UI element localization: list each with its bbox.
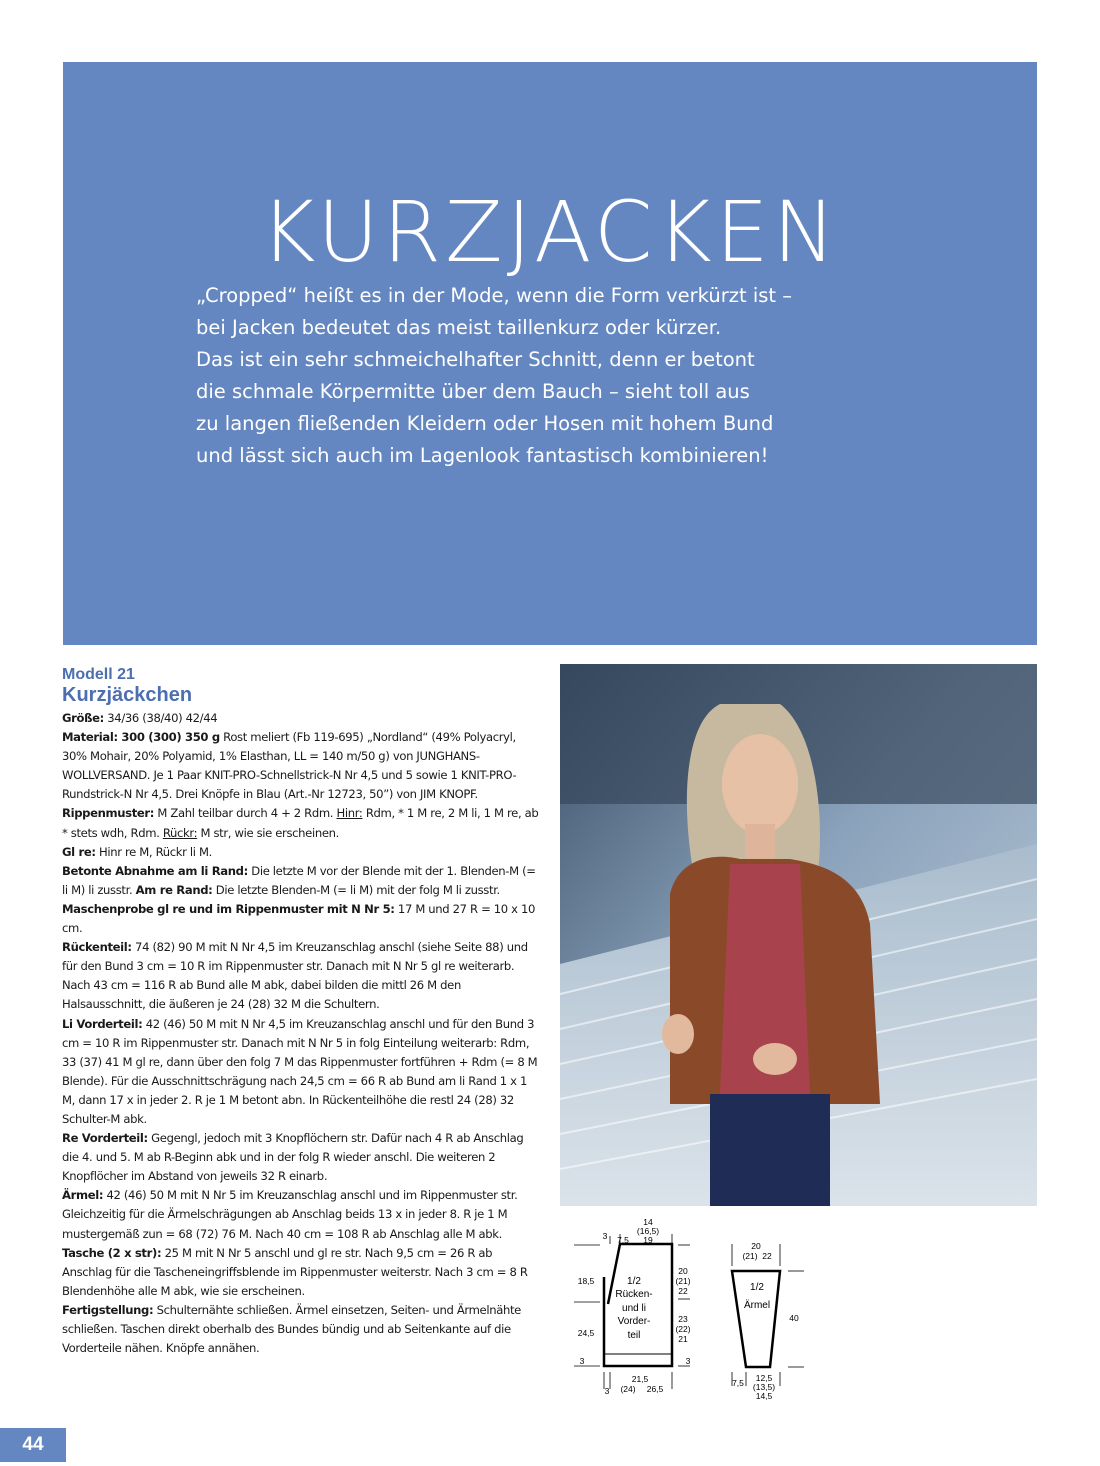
intro-line: zu langen fließenden Kleidern oder Hosen mit hohem Bund [196,412,774,435]
right-side-row-label: Hinr: [336,806,363,821]
material-paragraph [62,728,540,804]
hero-banner [63,62,1037,645]
rib-pattern-text: Rdm, * 1 M re, 2 M li, 1 M re, ab * stets wdh, Rdm. [62,806,539,840]
decrease-text: Die letzte Blenden-M (= li M) mit der folg M li zusstr. [212,882,500,897]
top-width: (16,5) [636,1226,660,1236]
finishing-label: Fertigstellung: [62,1302,154,1317]
page-number-box [0,1428,66,1462]
decrease-text: Die letzte M vor der Blende mit der 1. Blenden-M (= li M) li zusstr. [62,863,536,897]
sleeve-cuff-width: 12,5 [755,1373,773,1383]
right-front-text: Gegengl, jedoch mit 3 Knopflöchern str. Dafür nach 4 R ab Anschlag die 4. und 5. M ab R-Beginn abk und in der folg R wieder anschl. Die weiteren 2 Knopflöcher im Abstand von jeweils 32 R einarb. [62,1131,524,1184]
sleeve-cuff-width: 14,5 [755,1391,773,1401]
intro-line: die schmale Körpermitte über dem Bauch – sieht toll aus [196,380,750,403]
finishing-paragraph [62,1301,540,1358]
upper-height: 18,5 [577,1276,595,1286]
model-photo [560,664,1037,1206]
side-height: 23 [678,1314,688,1324]
pocket-label: Tasche (2 x str): [62,1245,162,1260]
sleeve-top-width: (21) [742,1251,758,1261]
back-paragraph [62,938,540,1014]
body-label-line: teil [627,1330,641,1341]
sleeve-label: Ärmel: [62,1188,104,1203]
size-text: 34/36 (38/40) 42/44 [103,711,218,725]
page-title: KURZJACKEN [260,183,840,281]
shoulder-small: 3 [602,1231,608,1241]
sleeve-top-width: 22 [762,1251,772,1261]
sleeve-text: 42 (46) 50 M mit N Nr 5 im Kreuzanschlag anschl und im Rippenmuster str. Gleichzeitig für die Ärmelschrägungen ab Anschlag beids 13 x in jeder 8. R je 1 M mustergemäß zun = 68 (72) 76 M. Nach 40 cm = 108 R ab Anschlag alle M abk. [62,1188,518,1241]
intro-line: „Cropped“ heißt es in der Mode, wenn die Form verkürzt ist – [196,284,792,307]
band-width: 3 [604,1386,610,1396]
gauge-label: Maschenprobe gl re und im Rippenmuster mit N Nr 5: [62,901,395,916]
gauge-text: 17 M und 27 R = 10 x 10 cm. [62,901,536,936]
sleeve-top-width: 20 [751,1241,761,1251]
decrease-label-right: Am re Rand: [135,882,213,897]
bottom-width: (24) [620,1384,636,1394]
wrong-side-row-label: Rückr: [162,825,198,840]
pocket-text: 25 M mit N Nr 5 anschl und gl re str. Nach 9,5 cm = 26 R ab Anschlag für die Tascheneingriffsblende im Rippenmuster weiterstr. Nach 3 cm = 8 R Blendenhöhe alle M abk, wie sie erscheinen. [62,1245,528,1298]
stockinette-text: Hinr re M, Rückr li M. [95,844,212,859]
sleeve-length: 40 [789,1313,799,1323]
right-front-label: Re Vorderteil: [62,1131,148,1146]
sleeve-labels [732,1241,799,1401]
stockinette-paragraph [62,843,540,862]
knitting-instructions [62,709,540,1358]
top-width: 14 [643,1217,653,1227]
body-label-line: und li [622,1303,646,1314]
decrease-paragraph [62,862,540,900]
size-label: Größe: [62,711,104,725]
side-height: (22) [675,1324,691,1334]
neck-width: 7,5 [617,1235,629,1245]
left-front-label: Li Vorderteil: [62,1016,143,1031]
model-number: Modell 21 [62,666,135,683]
body-label-line: Rücken- [615,1289,653,1300]
left-front-text: 42 (46) 50 M mit N Nr 4,5 im Kreuzanschlag anschl und für den Bund 3 cm = 10 R im Rippenmuster str. Danach mit N Nr 5 in folg Einteilung weiterarb: Rdm, 33 (37) 41 M gl re, dann über den folg 7 M das Rippenmuster fortführen + Rdm (= 8 M Blende). Für die Ausschnittschrägung nach 24,5 cm = 66 R ab Bund am li Rand 1 x 1 M, dann 17 x in jeder 2. R je 1 M betont abn. In Rückenteilhöhe die restl 24 (28) 32 Schulter-M abk. [62,1016,538,1126]
sleeve-offset: 7,5 [732,1378,744,1388]
intro-text [196,280,976,472]
page-number: 44 [22,1434,44,1455]
intro-line: und lässt sich auch im Lagenlook fantastisch kombinieren! [196,444,769,467]
armhole-height: (21) [675,1276,691,1286]
left-front-paragraph [62,1015,540,1130]
armhole-height: 22 [678,1286,688,1296]
stockinette-label: Gl re: [62,844,96,859]
back-label: Rückenteil: [62,940,132,955]
sleeve-label-line: Ärmel [743,1300,771,1311]
gauge-paragraph [62,900,540,938]
armhole-height: 20 [678,1266,688,1276]
size-paragraph [62,709,540,728]
lower-height: 24,5 [577,1328,595,1338]
back-text: 74 (82) 90 M mit N Nr 4,5 im Kreuzanschlag anschl (siehe Seite 88) und für den Bund 3 cm = 10 R im Rippenmuster str. Danach mit N Nr 5 gl re weiterarb. Nach 43 cm = 116 R ab Bund alle M abk, dabei bilden die mittl 26 M den Halsausschnitt, die äußeren je 24 (28) 32 M die Schultern. [62,940,528,1012]
rib-pattern-text: M Zahl teilbar durch 4 + 2 Rdm. [154,806,337,821]
top-width: 19 [643,1235,653,1245]
model-title: Kurzjäckchen [62,684,193,706]
rib-pattern-text: M str, wie sie erscheinen. [197,825,339,840]
bottom-width: 21,5 [631,1374,649,1384]
material-text: Rost meliert (Fb 119-695) „Nordland“ (49% Polyacryl, 30% Mohair, 20% Polyamid, 1% Elasthan, LL = 140 m/50 g) von JUNGHANS-WOLLVERSAND. Je 1 Paar KNIT-PRO-Schnellstrick-N Nr 4,5 und 5 sowie 1 KNIT-PRO-Rundstrick-N Nr 4,5. Drei Knöpfe in Blau (Art.-Nr 12723, 50”) von JIM KNOPF. [62,730,517,802]
body-label-line: 1/2 [627,1276,641,1287]
pocket-paragraph [62,1244,540,1301]
rib-height-right: 3 [685,1356,691,1366]
body-label-line: Vorder- [617,1316,651,1327]
intro-line: bei Jacken bedeutet das meist taillenkurz oder kürzer. [196,316,722,339]
rib-pattern-paragraph [62,804,540,842]
bottom-width: 26,5 [646,1384,664,1394]
rib-pattern-label: Rippenmuster: [62,806,155,821]
finishing-text: Schulternähte schließen. Ärmel einsetzen, Seiten- und Ärmelnähte schließen. Taschen direkt oberhalb des Bundes bündig und ab Seitenkante auf die Vorderteile nähen. Knöpfe annähen. [62,1302,521,1356]
pattern-schematics [560,1214,820,1414]
sleeve-paragraph [62,1186,540,1243]
material-label: Material: 300 (300) 350 g [62,730,220,745]
decrease-label: Betonte Abnahme am li Rand: [62,863,248,878]
right-front-paragraph [62,1129,540,1186]
side-height: 21 [678,1334,688,1344]
sleeve-cuff-width: (13,5) [752,1382,776,1392]
intro-line: Das ist ein sehr schmeichelhafter Schnitt, denn er betont [196,348,755,371]
rib-height: 3 [579,1356,585,1366]
sleeve-label-line: 1/2 [750,1282,764,1293]
